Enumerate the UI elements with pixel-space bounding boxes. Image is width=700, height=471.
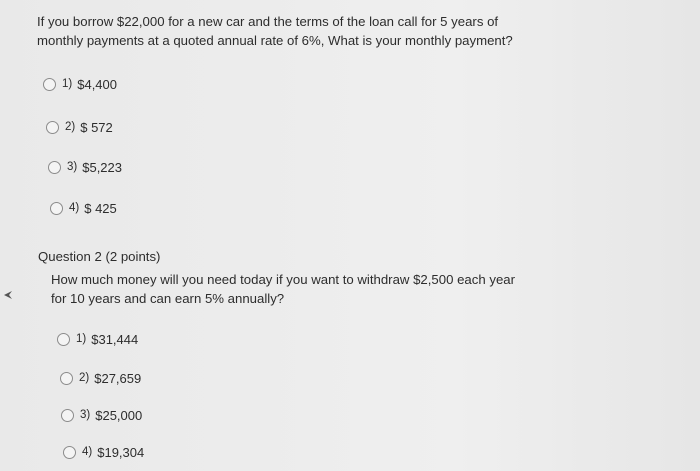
question-2-points: (2 points) (105, 249, 161, 264)
option-value: $ 572 (80, 119, 113, 135)
question-2-header (38, 247, 160, 266)
option-number: 2) (65, 121, 76, 133)
option-value: $ 425 (84, 200, 117, 216)
option-value: $31,444 (91, 331, 139, 347)
mouse-cursor-icon (3, 290, 13, 300)
option-value: $19,304 (97, 444, 145, 460)
option-value: $25,000 (95, 407, 143, 423)
question-2-option-2[interactable] (60, 368, 141, 388)
option-number: 1) (62, 78, 73, 90)
radio-button[interactable] (63, 446, 76, 459)
radio-button[interactable] (60, 372, 73, 385)
option-number: 3) (80, 409, 91, 421)
question-1-option-3[interactable] (48, 157, 122, 177)
question-2-text: How much money will you need today if you want to withdraw $2,500 each year for 10 years and can earn 5% annually? (51, 272, 516, 306)
option-number: 4) (82, 446, 93, 458)
question-1-text: If you borrow $22,000 for a new car and the terms of the loan call for 5 years of monthly payments at a quoted annual rate of 6%, What is your monthly payment? (37, 14, 513, 48)
option-number: 2) (79, 372, 90, 384)
option-number: 4) (69, 202, 80, 214)
option-value: $5,223 (82, 159, 122, 175)
option-value: $27,659 (94, 370, 142, 386)
radio-button[interactable] (48, 161, 61, 174)
radio-button[interactable] (61, 409, 74, 422)
question-2-option-1[interactable] (57, 329, 138, 349)
question-2-option-4[interactable] (63, 442, 144, 462)
radio-button[interactable] (50, 202, 63, 215)
question-1-option-2[interactable] (46, 117, 113, 137)
radio-button[interactable] (46, 121, 59, 134)
option-number: 3) (67, 161, 78, 173)
radio-button[interactable] (43, 78, 56, 91)
question-1-option-4[interactable] (50, 198, 117, 218)
option-number: 1) (76, 333, 87, 345)
question-2-option-3[interactable] (61, 405, 142, 425)
radio-button[interactable] (57, 333, 70, 346)
question-1-option-1[interactable] (43, 74, 117, 94)
option-value: $4,400 (77, 76, 117, 92)
question-2-label: Question 2 (38, 249, 102, 264)
